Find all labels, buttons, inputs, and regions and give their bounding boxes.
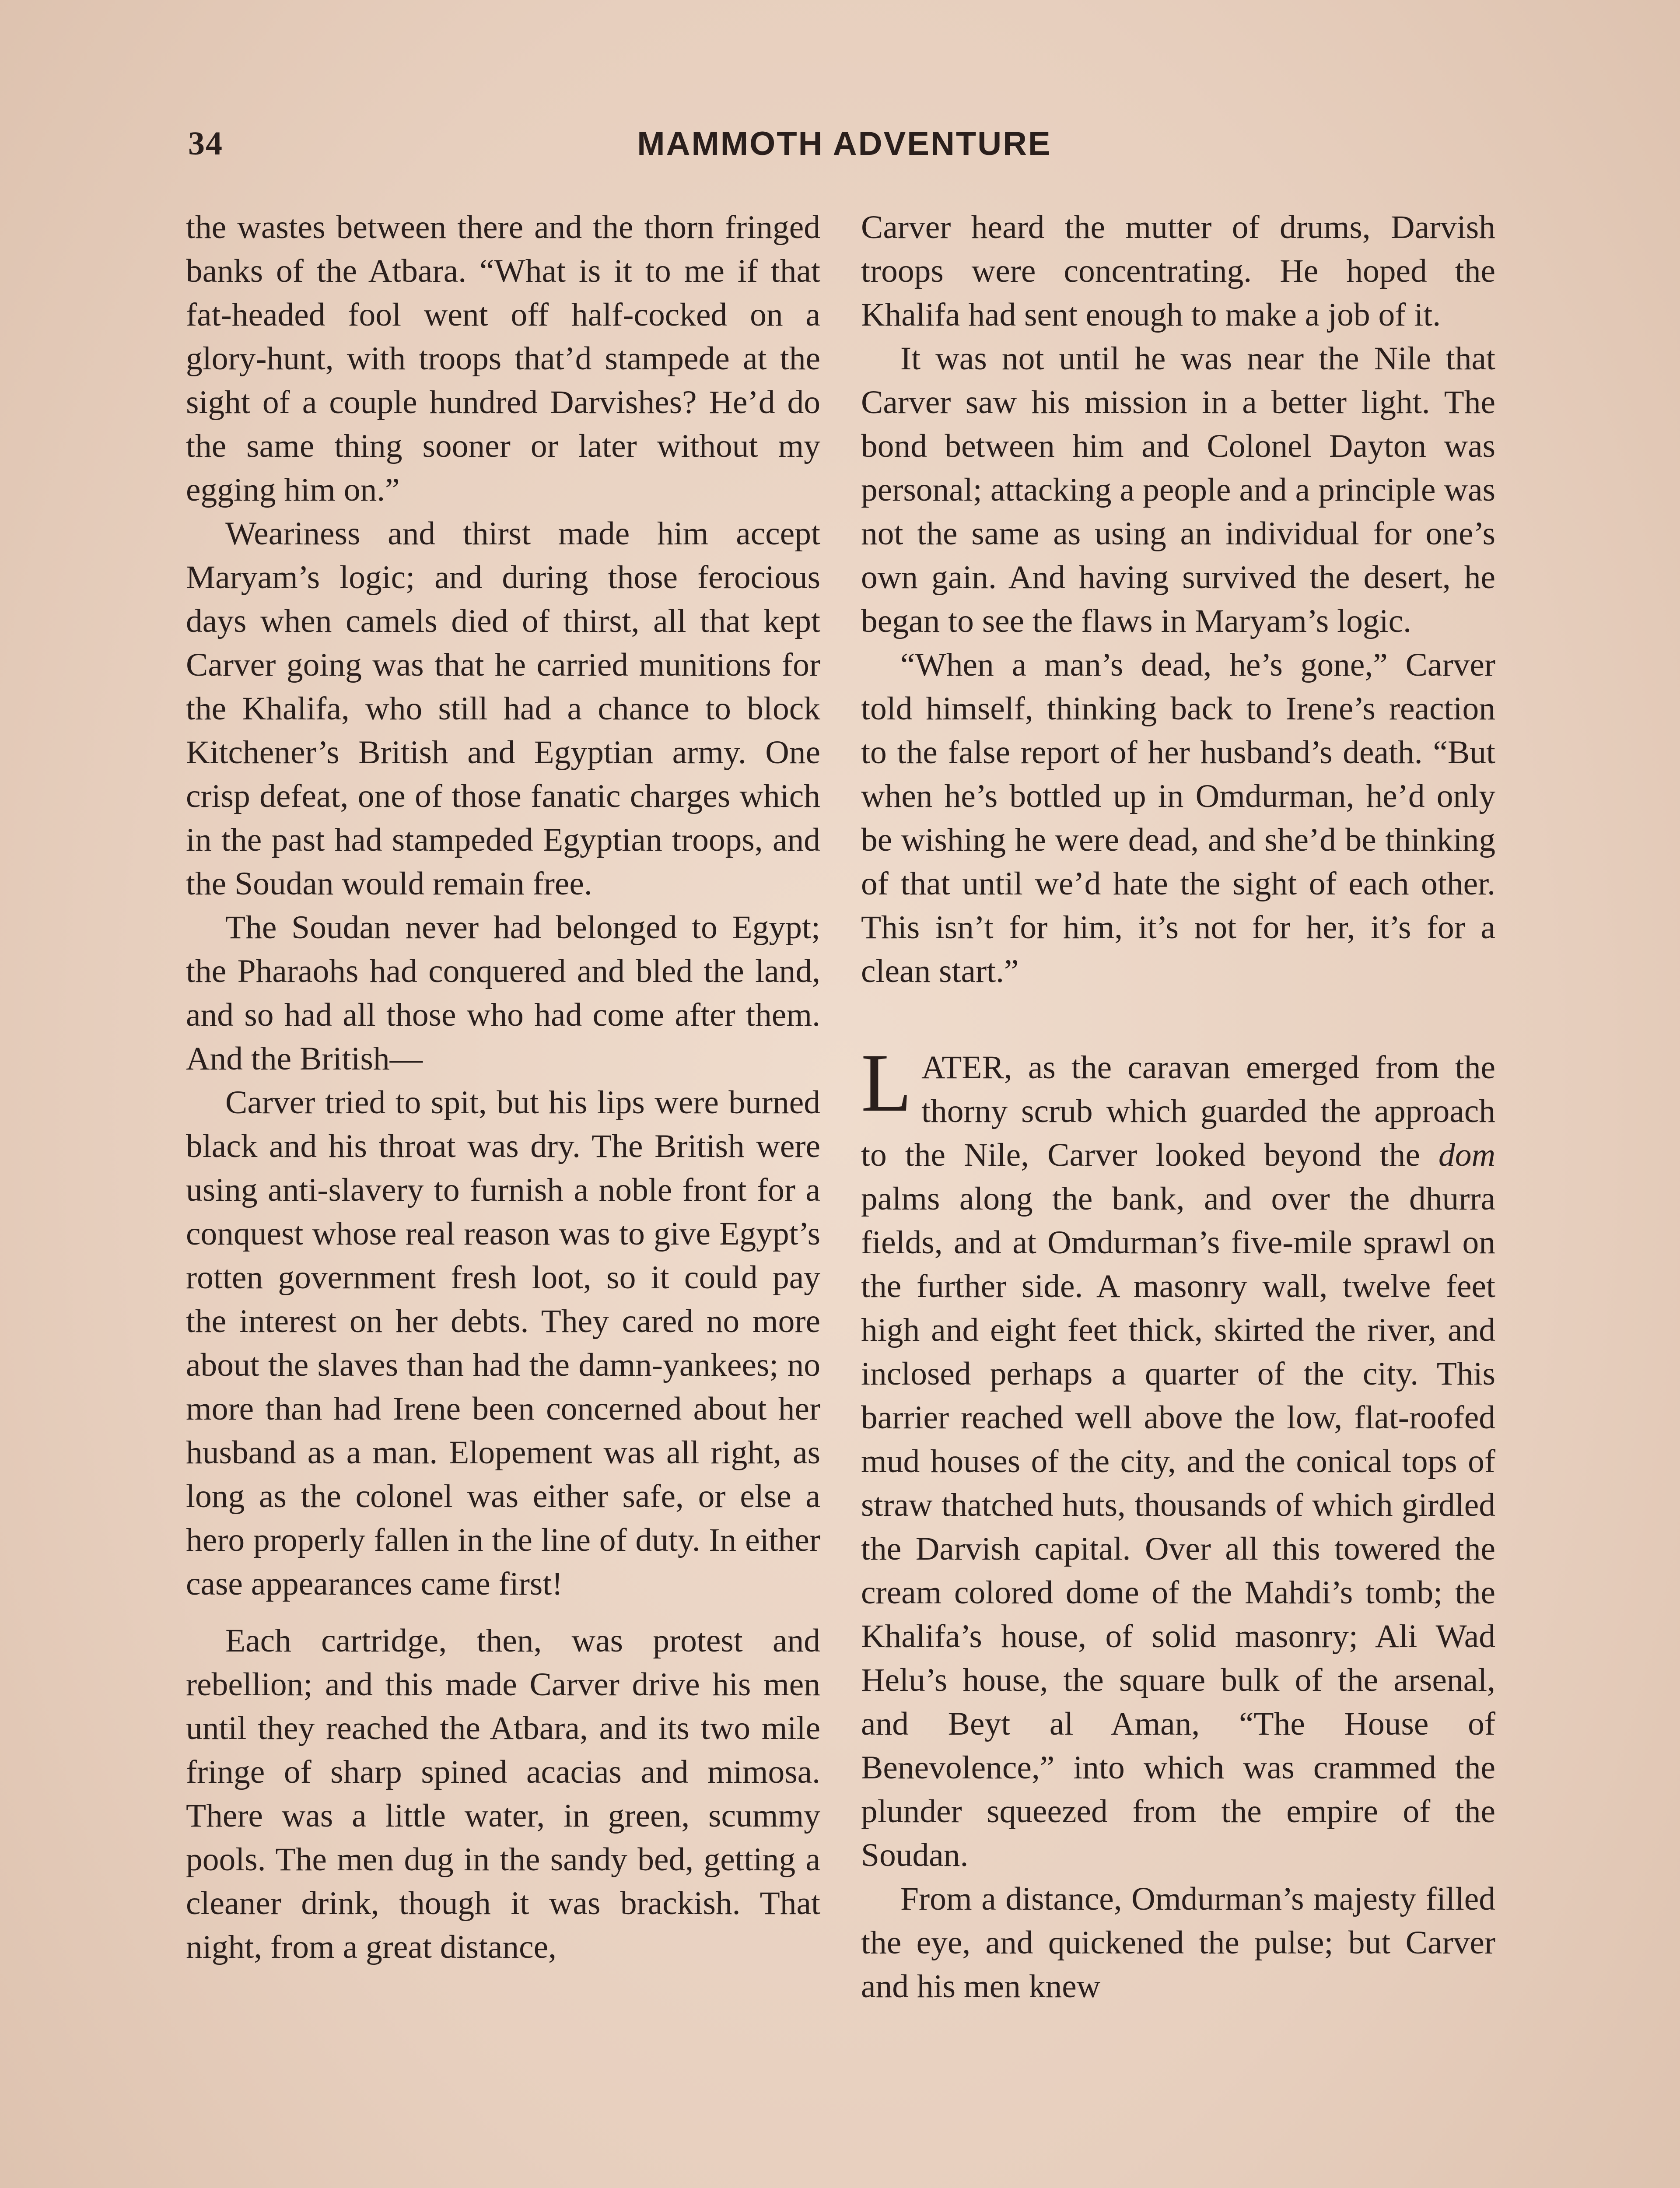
paragraph: “When a man’s dead, he’s gone,” Carver told himself, thinking back to Irene’s reaction to the false report of her husband’s death. “But when he’s bottled up in Omdurman, he’d only be wishing he were dead, and she’d be thinking of that until we’d hate the sight of each other. This isn’t for him, it’s not for her, it’s for a clean start.” [861, 647, 1495, 989]
paragraph: Carver tried to spit, but his lips were burned black and his throat was dry. The British were using anti-slavery to furnish a noble front for a conquest whose real reason was to give Egypt’s rotten government fresh loot, so it could pay the interest on her debts. They cared no more about the slaves than had the damn-yankees; no more than had Irene been concerned about her husband as a man. Elopement was all right, as long as the colonel was either safe, or else a hero properly fallen in the line of duty. In either case appearances came first! [186, 1084, 820, 1602]
right-column [861, 206, 1495, 2009]
paragraph: The Soudan never had belonged to Egypt; the Pharaohs had conquered and bled the land, and so had all those who had come after them. And the British— [186, 909, 820, 1077]
paragraph: Weariness and thirst made him accept Maryam’s logic; and during those ferocious days when camels died of thirst, all that kept Carver going was that he carried munitions for the Khalifa, who still had a chance to block Kitchener’s British and Egyptian army. One crisp defeat, one of those fanatic charges which in the past had stampeded Egyptian troops, and the Soudan would remain free. [186, 515, 820, 902]
paragraph: Carver heard the mutter of drums, Darvish troops were concentrating. He hoped the Khalifa had sent enough to make a job of it. [861, 209, 1495, 333]
page-number: 34 [188, 125, 223, 162]
paragraph-text: palms along the bank, and over the dhurra fields, and at Omdurman’s five-mile sprawl on the further side. A masonry wall, twelve feet high and eight feet thick, skirted the river, and inclosed perhaps a quarter of the city. This barrier reached well above the low, flat-roofed mud houses of the city, and the conical tops of straw thatched huts, thousands of which girdled the Darvish capital. Over all this towered the cream colored dome of the Mahdi’s tomb; the Khalifa’s house, of solid masonry; Ali Wad Helu’s house, the square bulk of the arsenal, and Beyt al Aman, “The House of Benevolence,” into which was crammed the plunder squeezed from the empire of the Soudan. [861, 1181, 1495, 1873]
paragraph-gap [186, 1606, 820, 1619]
page-header [188, 125, 1501, 173]
paragraph-text: ATER, as the caravan emerged from the thorny scrub which guarded the approach to the Nile, Carver looked beyond the [861, 1049, 1495, 1173]
paragraph: the wastes between there and the thorn fringed banks of the Atbara. “What is it to me if that fat-headed fool went off half-cocked on a glory-hunt, with troops that’d stampede at the sight of a couple hundred Darvishes? He’d do the same thing sooner or later without my egging him on.” [186, 209, 820, 508]
paragraph: From a distance, Omdurman’s majesty filled the eye, and quickened the pulse; but Carver and his men knew [861, 1881, 1495, 2005]
emphasis-text: dom [1438, 1137, 1495, 1173]
paragraph: Each cartridge, then, was protest and rebellion; and this made Carver drive his men until they reached the Atbara, and its two mile fringe of sharp spined acacias and mimosa. There was a little water, in green, scummy pools. The men dug in the sandy bed, getting a cleaner drink, though it was brackish. That night, from a great distance, [186, 1623, 820, 1965]
section-opening-paragraph [861, 1037, 1495, 1877]
running-head-title: MAMMOTH ADVENTURE [637, 125, 1052, 162]
drop-cap: L [861, 1037, 912, 1129]
section-break [861, 993, 1495, 1046]
left-column [186, 206, 820, 1969]
paragraph: It was not until he was near the Nile that Carver saw his mission in a better light. The bond between him and Colonel Dayton was personal; attacking a people and a principle was not the same as using an individual for one’s own gain. And having survived the desert, he began to see the flaws in Maryam’s logic. [861, 340, 1495, 639]
